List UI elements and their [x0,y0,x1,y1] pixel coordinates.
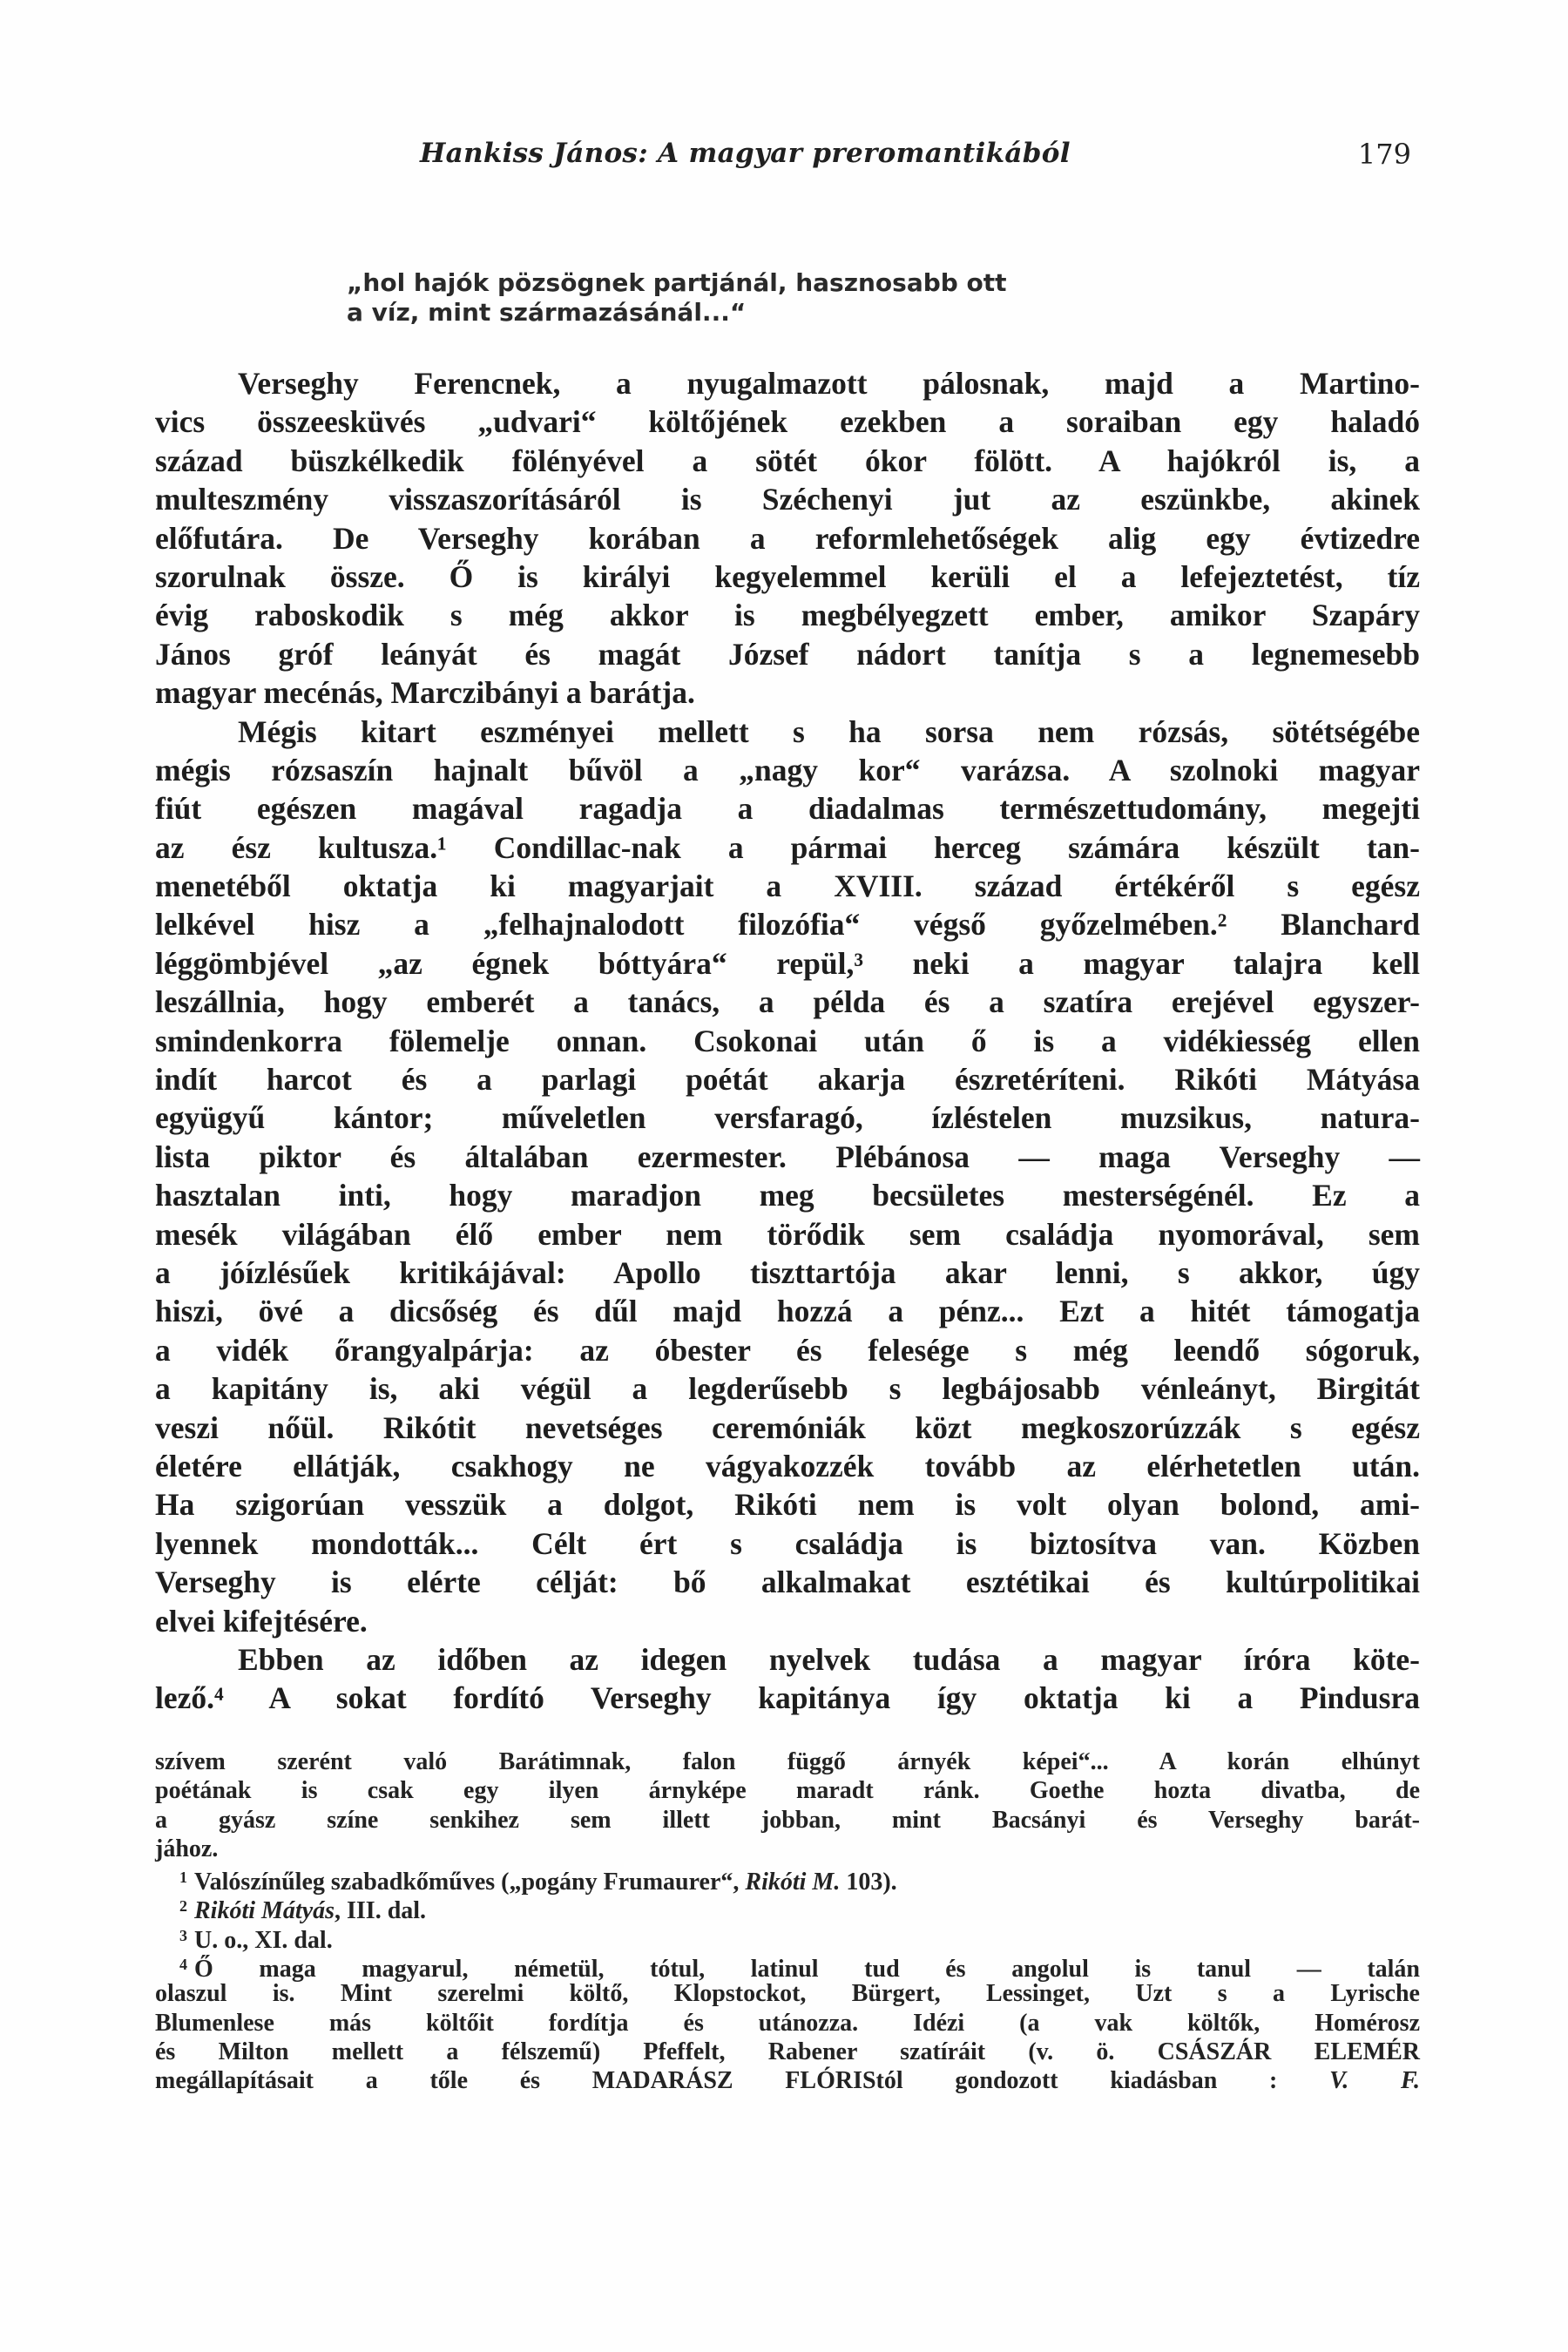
verse-quote [347,268,1418,328]
body-line: lező.⁴ A sokat fordító Verseghy kapitánya így oktatja ki a Pindusra [155,1680,1420,1716]
footnote-line: olaszul is. Mint szerelmi költő, Klopstockot, Bürgert, Lessinget, Uzt s a Lyrische [155,1980,1420,2008]
body-line: elvei kifejtésére. [155,1603,368,1639]
body-line: fiút egészen magával ragadja a diadalmas természettudomány, megejti [155,791,1420,827]
body-line: lista piktor és általában ezermester. Plébánosa — maga Verseghy — [155,1139,1420,1174]
body-line: smindenkorra fölemelje onnan. Csokonai után ő is a vidékiesség ellen [155,1023,1420,1058]
footnote-text: Valószínűleg szabadkőműves („pogány Frumaurer“, [194,1869,746,1896]
body-line: együgyű kántor; műveletlen versfaragó, ízléstelen muzsikus, natura- [155,1100,1420,1136]
body-line: a vidék őrangyalpárja: az óbester és felesége s még leendő sógoruk, [155,1332,1420,1368]
footnote-text: , III. dal. [335,1897,427,1925]
body-line: hasztalan inti, hogy maradjon meg becsületes mesterségénél. Ez a [155,1178,1420,1213]
footnote-text: 103). [840,1869,897,1896]
body-line: léggömbjével „az égnek bóttyára“ repül,³ neki a magyar talajra kell [155,945,1420,981]
body-line: magyar mecénás, Marczibányi a barátja. [155,675,695,711]
body-line: lelkével hisz a „felhajnalodott filozófia“ végső győzelmében.² Blanchard [155,907,1420,943]
footnote-continuation-line: poétának is csak egy ilyen árnyképe maradt ránk. Goethe hozta divatba, de [155,1777,1420,1805]
body-line: Ebben az időben az idegen nyelvek tudása a magyar íróra köte- [238,1641,1420,1677]
body-line: évig raboskodik s még akkor is megbélyegzett ember, amikor Szapáry [155,598,1420,633]
footnote-line [155,2066,1420,2095]
body-line: multeszmény visszaszorításáról is Széchenyi jut az eszünkbe, akinek [155,482,1420,517]
body-line: Verseghy Ferencnek, a nyugalmazott pálosnak, majd a Martino- [238,366,1420,401]
body-line: a jóízlésűek kritikájával: Apollo tiszttartója akar lenni, s akkor, úgy [155,1254,1420,1290]
footnote-text: U. o., XI. dal. [194,1926,333,1954]
body-line: a kapitány is, aki végül a legderűsebb s legbájosabb vénleányt, Birgitát [155,1371,1420,1407]
footnote-italic: V. F. [1329,2067,1421,2095]
body-text [155,364,1420,1718]
footnote-line: és Milton mellett a félszemű) Pfeffelt, Rabener szatíráit (v. ö. CSÁSZÁR ELEMÉR [155,2038,1420,2065]
footnote-italic: Rikóti Mátyás [194,1897,335,1925]
body-line: Verseghy is elérte célját: bő alkalmakat esztétikai és kultúrpolitikai [155,1565,1420,1600]
running-title: Hankiss János: A magyar preromantikából [420,138,1071,169]
footnote-continuation-line: jához. [155,1835,219,1862]
footnote-continuation-line: szívem szerént való Barátimnak, falon függő árnyék képei“... A korán elhúnyt [155,1748,1420,1775]
body-line: menetéből oktatja ki magyarjait a XVIII. század értékéről s egész [155,868,1420,904]
body-line: János gróf leányát és magát József nádort tanítja s a legnemesebb [155,636,1420,672]
body-line: előfutára. De Verseghy korában a reformlehetőségek alig egy évtizedre [155,520,1420,556]
body-line: az ész kultusza.¹ Condillac-nak a pármai herceg számára készült tan- [155,829,1420,865]
footnote-text: megállapításait a tőle és MADARÁSZ FLÓRIStól gondozott kiadásban : [155,2067,1278,2095]
footnotes [155,1747,1420,2096]
body-line: veszi nőül. Rikótit nevetséges ceremóniák közt megkoszorúzzák s egész [155,1409,1420,1445]
footnote-text: Ő maga magyarul, németül, tótul, latinul tud és angolul is tanul — talán [194,1956,1420,1984]
body-line: Mégis kitart eszményei mellett s ha sorsa nem rózsás, sötétségébe [238,713,1420,749]
body-line: Ha szigorúan vesszük a dolgot, Rikóti nem is volt olyan bolond, ami- [155,1487,1420,1523]
body-line: mesék világában élő ember nem törődik sem családja nyomorával, sem [155,1216,1420,1252]
running-head [420,138,1411,181]
footnote-marker: 4 [179,1956,187,1974]
page-number: 179 [1357,138,1411,171]
quote-line: „hol hajók pözsögnek partjánál, hasznosabb ott [347,268,1007,297]
body-line: lyennek mondották... Célt ért s családja is biztosítva van. Közben [155,1525,1420,1561]
body-line: leszállnia, hogy emberét a tanács, a példa és a szatíra erejével egyszer- [155,984,1420,1020]
footnote-1 [155,1863,1420,1896]
body-line: szorulnak össze. Ő is királyi kegyelemmel kerüli el a lefejeztetést, tíz [155,558,1420,594]
footnote-marker: 2 [179,1897,187,1916]
body-line: indít harcot és a parlagi poétát akarja észretéríteni. Rikóti Mátyása [155,1062,1420,1098]
footnote-marker: 3 [179,1926,187,1944]
footnote-2 [155,1892,1420,1925]
footnote-line: Blumenlese más költőit fordítja és utánozza. Idézi (a vak költők, Homérosz [155,2009,1420,2037]
footnote-continuation-line: a gyász színe senkihez sem illett jobban, mint Bacsányi és Verseghy barát- [155,1806,1420,1834]
body-line: mégis rózsaszín hajnalt bűvöl a „nagy kor“ varázsa. A szolnoki magyar [155,752,1420,787]
body-line: életére ellátják, csakhogy ne vágyakozzék tovább az elérhetetlen után. [155,1448,1420,1484]
body-line: vics összeesküvés „udvari“ költőjének ezekben a soraiban egy haladó [155,404,1420,440]
body-line: század büszkélkedik fölényével a sötét ókor fölött. A hajókról is, a [155,443,1420,478]
quote-line: a víz, mint származásánál...“ [347,298,747,327]
footnote-marker: 1 [179,1869,187,1887]
footnote-italic: Rikóti M. [745,1869,841,1896]
footnote-4 [155,1950,1420,1984]
body-line: hiszi, övé a dicsőség és dűl majd hozzá a pénz... Ezt a hitét támogatja [155,1294,1420,1329]
footnote-3 [155,1922,1420,1954]
